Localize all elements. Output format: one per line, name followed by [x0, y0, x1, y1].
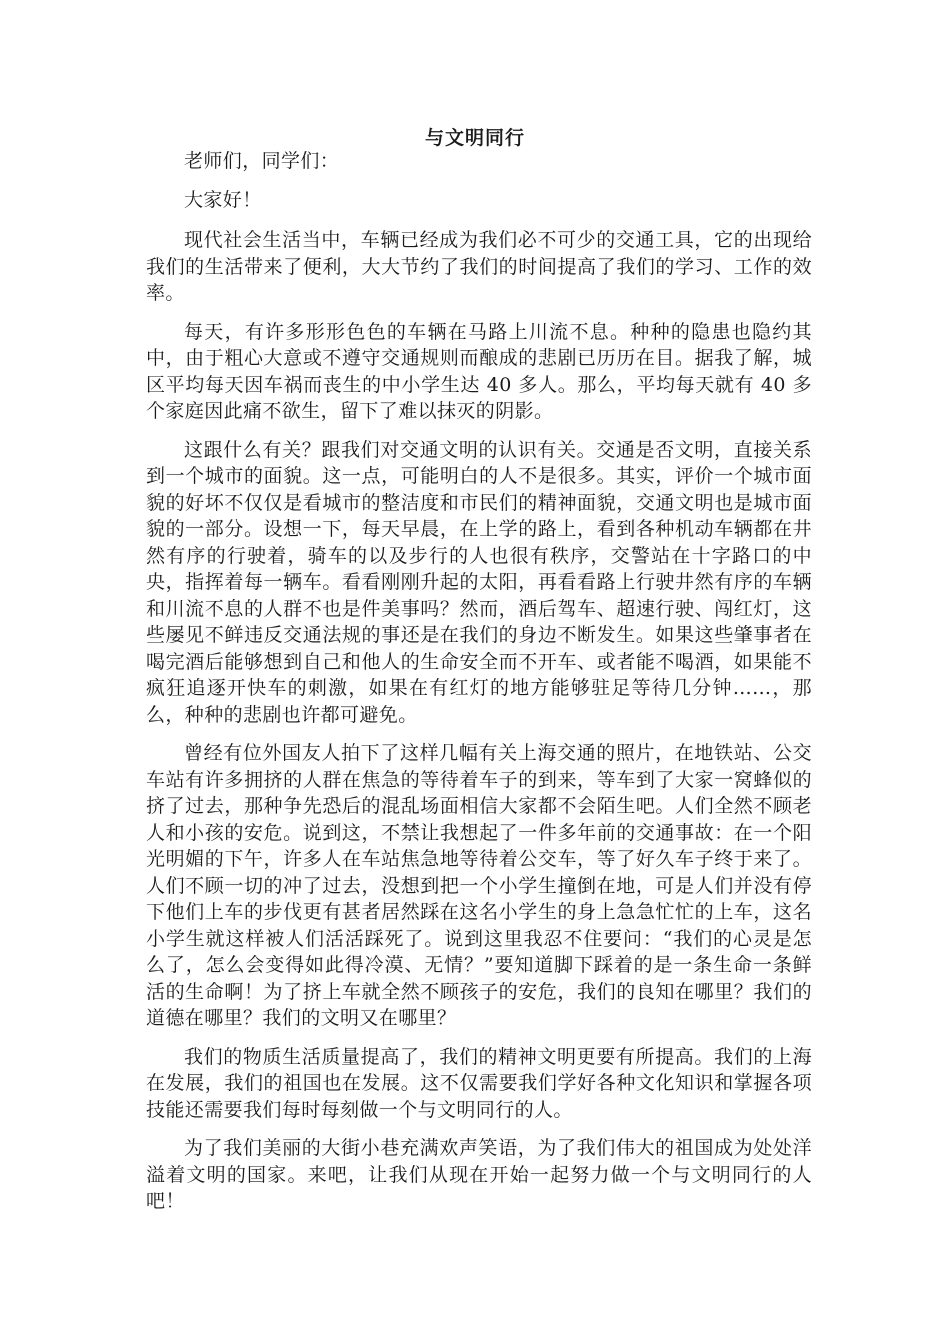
document-body: [146, 148, 812, 1227]
paragraph-6: 为了我们美丽的大街小巷充满欢声笑语，为了我们伟大的祖国成为处处洋溢着文明的国家。来吧，让我们从现在开始一起努力做一个与文明同行的人吧！: [146, 1137, 812, 1212]
document-title: 与文明同行: [424, 127, 525, 149]
paragraph-1: 现代社会生活当中，车辆已经成为我们必不可少的交通工具，它的出现给我们的生活带来了便利，大大节约了我们的时间提高了我们的学习、工作的效率。: [146, 229, 812, 304]
paragraph-3: 这跟什么有关？跟我们对交通文明的认识有关。交通是否文明，直接关系到一个城市的面貌。这一点，可能明白的人不是很多。其实，评价一个城市面貌的好坏不仅仅是看城市的整洁度和市民们的精神面貌，交通文明也是城市面貌的一部分。设想一下，每天早晨，在上学的路上，看到各种机动车辆都在井然有序的行驶着，骑车的以及步行的人也很有秩序，交警站在十字路口的中央，指挥着每一辆车。看看刚刚升起的太阳，再看看路上行驶井然有序的车辆和川流不息的人群不也是件美事吗？然而，酒后驾车、超速行驶、闯红灯，这些屡见不鲜违反交通法规的事还是在我们的身边不断发生。如果这些肇事者在喝完酒后能够想到自己和他人的生命安全而不开车、或者能不喝酒，如果能不疯狂追逐开快车的刺激，如果在有红灯的地方能够驻足等待几分钟……，那么，种种的悲剧也许都可避免。: [146, 438, 812, 726]
greeting: 老师们，同学们：: [184, 150, 340, 172]
paragraph-5: 我们的物质生活质量提高了，我们的精神文明更要有所提高。我们的上海在发展，我们的祖国也在发展。这不仅需要我们学好各种文化知识和掌握各项技能还需要我们每时每刻做一个与文明同行的人。: [146, 1045, 812, 1121]
salutation: 大家好！: [184, 188, 262, 211]
paragraph-2: 每天，有许多形形色色的车辆在马路上川流不息。种种的隐患也隐约其中，由于粗心大意或不遵守交通规则而酿成的悲剧已历历在目。据我了解，城区平均每天因车祸而丧生的中小学生达 40 多人。那么，平均每天就有 40 多个家庭因此痛不欲生，留下了难以抹灭的阴影。: [146, 320, 812, 422]
paragraph-4: 曾经有位外国友人拍下了这样几幅有关上海交通的照片，在地铁站、公交车站有许多拥挤的人群在焦急的等待着车子的到来，等车到了大家一窝蜂似的挤了过去，那种争先恐后的混乱场面相信大家都不会陌生吧。人们全然不顾老人和小孩的安危。说到这，不禁让我想起了一件多年前的交通事故：在一个阳光明媚的下午，许多人在车站焦急地等待着公交车，等了好久车子终于来了。人们不顾一切的冲了过去，没想到把一个小学生撞倒在地，可是人们并没有停下他们上车的步伐更有甚者居然踩在这名小学生的身上急急忙忙的上车，这名小学生就这样被人们活活踩死了。说到这里我忍不住要问：“我们的心灵是怎么了，怎么会变得如此得冷漠、无情？”要知道脚下踩着的是一条生命一条鲜活的生命啊！为了挤上车就全然不顾孩子的安危，我们的良知在哪里？我们的道德在哪里？我们的文明又在哪里？: [146, 742, 812, 1029]
